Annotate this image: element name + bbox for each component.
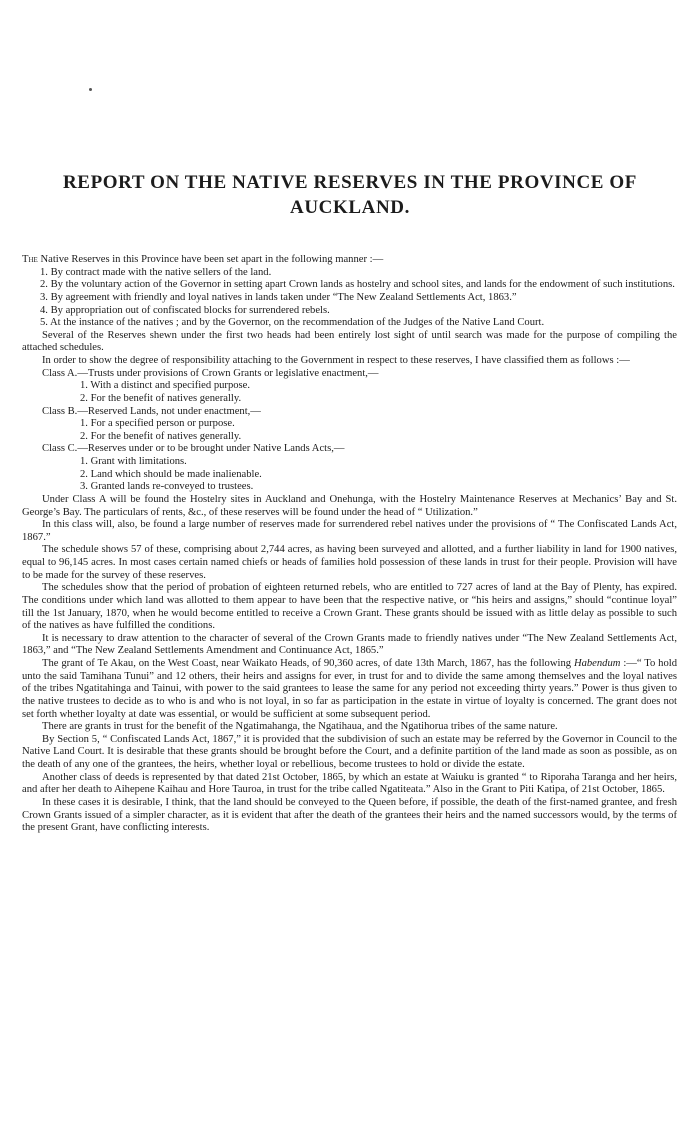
paragraph: There are grants in trust for the benefit of the Ngatimahanga, the Ngatihaua, and the Ngatihorua tribes of the same nature. bbox=[42, 721, 558, 733]
paragraph: By Section 5, “ Confiscated Lands Act, 1867,” it is provided that the subdivision of such an estate may be referred by the Governor in Council to the Native Land Court. It is desirable that these grants should be brought before the Court, and a definite partition of the land made as soon as possible, as on the death of any one of the grantees, the heirs, whether loyal or rebellious, become trustees to hold or divide the estate. bbox=[22, 733, 677, 770]
paragraph: The schedule shows 57 of these, comprising about 2,744 acres, as having been surveyed and allotted, and a further liability in land for 1900 natives, equal to 96,145 acres. In most cases certain named chiefs or heads of families hold possession of these lands in trust for their people. Provision will have to be made for the survey of these reserves. bbox=[22, 544, 677, 581]
class-a-item: 2. For the benefit of natives generally. bbox=[80, 392, 242, 404]
intro-text: Native Reserves in this Province have been set apart in the following manner :— bbox=[37, 254, 384, 265]
class-b-heading: Class B.—Reserved Lands, not under enactment,— bbox=[42, 405, 261, 417]
paragraph: In these cases it is desirable, I think, that the land should be conveyed to the Queen before, if possible, the death of the first-named grantee, and fresh Crown Grants issued of a simpler character, as it is evident that after the death of the grantees their heirs and the named successors would, by the terms of the present Grant, have conflicting interests. bbox=[22, 796, 677, 834]
paragraph: The schedules show that the period of probation of eighteen returned rebels, who are entitled to 727 acres of land at the Bay of Plenty, has expired. The conditions under which land was allotted to them appear to have been that the respective native, or “his heirs and assigns,” should “continue loyal” till the 1st January, 1870, when he would become entitled to receive a Crown Grant. These grants should be issued with as little delay as possible to such of the natives as have fulfilled the conditions. bbox=[22, 582, 677, 632]
te-akau-text-b: :—“ To hold unto the said Tamihana Tunui” and 12 others, their heirs and assigns for ever, in trust for and to divide the same among themselves and the loyal natives of the tribes Ngatitahinga and Tainui, with power to the said grantees to lease the same for any period not exceeding thirty years.” Power is thus given to the native trustees to decide as to who is and who is not loyal, in so far as participation in the estate in virtue of loyalty is concerned. The grant does not set forth whether loyalty at date was essential, or would be sufficient at some subsequent period. bbox=[22, 658, 677, 720]
class-a-item: 1. With a distinct and specified purpose. bbox=[80, 380, 251, 392]
speck-mark bbox=[89, 88, 92, 91]
te-akau-paragraph bbox=[22, 658, 677, 721]
list-item: 2. By the voluntary action of the Governor in setting apart Crown lands as hostelry and school sites, and lands for the endowment of such institutions. bbox=[40, 279, 675, 291]
class-b-item: 2. For the benefit of natives generally. bbox=[80, 430, 242, 442]
class-a-heading: Class A.—Trusts under provisions of Crown Grants or legislative enactment,— bbox=[42, 367, 379, 379]
class-b-item: 1. For a specified person or purpose. bbox=[80, 418, 235, 430]
intro-lead: The bbox=[22, 254, 38, 265]
paragraph: In order to show the degree of responsibility attaching to the Government in respect to these reserves, I have classified them as follows :— bbox=[42, 355, 630, 366]
list-item: 3. By agreement with friendly and loyal natives in lands taken under “The New Zealand Settlements Act, 1863.” bbox=[40, 291, 517, 303]
paragraph: It is necessary to draw attention to the character of several of the Crown Grants made to friendly natives under “The New Zealand Settlements Act, 1863,” and “The New Zealand Settlements Amendment and Continuance Act, 1865.” bbox=[22, 632, 677, 657]
te-akau-text-a: The grant of Te Akau, on the West Coast, near Waikato Heads, of 90,360 acres, of date 13th March, 1867, has the following bbox=[42, 658, 574, 669]
class-c-item: 1. Grant with limitations. bbox=[80, 456, 187, 467]
paragraph: Another class of deeds is represented by that dated 21st October, 1865, by which an estate at Waiuku is granted “ to Riporaha Taranga and her heirs, and after her death to Aihepene Kaihau and Hore Tauroa, in trust for the tribe called Ngatiteata.” Also in the Grant to Piti Katipa, of 21st October, 1865. bbox=[22, 771, 677, 796]
paragraph: Under Class A will be found the Hostelry sites in Auckland and Onehunga, with the Hostelry Maintenance Reserves at Mechanics’ Bay and St. George’s Bay. The particulars of rents, &c., of these reserves will be found under the head of “ Utilization.” bbox=[22, 493, 677, 518]
title-line-2: AUCKLAND. bbox=[290, 197, 410, 218]
report-body bbox=[22, 254, 677, 835]
title-line-1: REPORT ON THE NATIVE RESERVES IN THE PROVINCE OF bbox=[62, 172, 637, 193]
list-item: 1. By contract made with the native sellers of the land. bbox=[40, 266, 272, 278]
class-c-heading: Class C.—Reserves under or to be brought under Native Lands Acts,— bbox=[42, 443, 345, 455]
paragraph: In this class will, also, be found a large number of reserves made for surrendered rebel natives under the provisions of “ The Confiscated Lands Act, 1867.” bbox=[22, 519, 677, 543]
list-item: 5. At the instance of the natives ; and by the Governor, on the recommendation of the Judges of the Native Land Court. bbox=[40, 317, 545, 329]
class-c-item: 2. Land which should be made inalienable. bbox=[80, 468, 262, 480]
list-item: 4. By appropriation out of confiscated blocks for surrendered rebels. bbox=[40, 304, 330, 316]
paragraph: Several of the Reserves shewn under the first two heads had been entirely lost sight of until search was made for the purpose of compiling the attached schedules. bbox=[22, 329, 677, 354]
intro-paragraph bbox=[22, 254, 677, 267]
class-c-item: 3. Granted lands re-conveyed to trustees. bbox=[80, 481, 254, 493]
habendum-term: Habendum bbox=[573, 658, 621, 669]
report-title bbox=[40, 170, 660, 220]
